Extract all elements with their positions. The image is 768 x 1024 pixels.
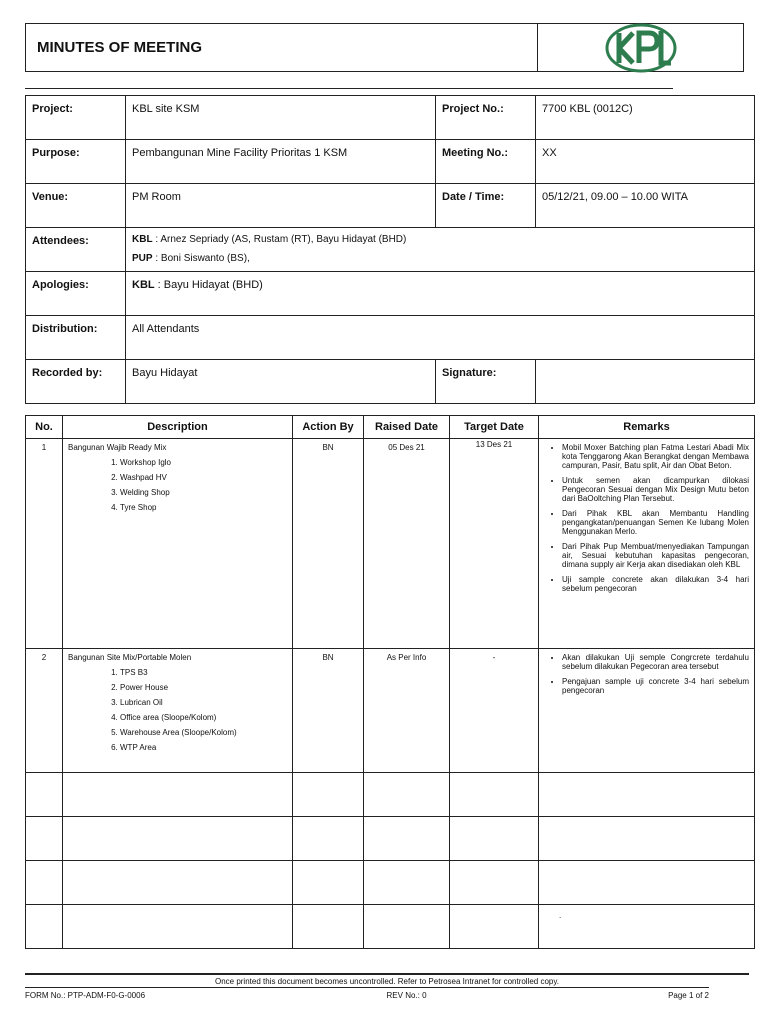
stray-dot: . (539, 905, 755, 949)
col-raised-date: Raised Date (364, 416, 450, 439)
list-item: 2. Washpad HV (120, 473, 287, 482)
row-remarks (539, 439, 755, 649)
distribution-value: All Attendants (126, 316, 755, 360)
list-item: 6. WTP Area (120, 743, 287, 752)
uncontrolled-copy-note: Once printed this document becomes uncontrolled. Refer to Petrosea Intranet for controlled copy. (25, 973, 749, 986)
company-logo (538, 24, 743, 71)
list-item: 1. Workshop Iglo (120, 458, 287, 467)
project-no-label: Project No.: (436, 96, 536, 140)
meeting-no-label: Meeting No.: (436, 140, 536, 184)
table-row-empty (26, 773, 755, 817)
description-list (68, 668, 287, 752)
signature-field (536, 360, 755, 404)
table-row-empty (26, 817, 755, 861)
recorded-by-label: Recorded by: (26, 360, 126, 404)
attendees-value: KBL : Arnez Sepriady (AS, Rustam (RT), Bayu Hidayat (BHD) PUP : Boni Siswanto (BS), (126, 228, 755, 272)
list-item: • Untuk semen akan dicampurkan dilokasi Pengecoran Sesuai dengan Mix Design Mutu beton dari BaOoltching Plan Tersebut. (562, 476, 749, 503)
meeting-no-value: XX (536, 140, 755, 184)
page-footer (25, 987, 709, 1000)
project-label: Project: (26, 96, 126, 140)
row-description-title: Bangunan Wajib Ready Mix (68, 443, 167, 452)
datetime-label: Date / Time: (436, 184, 536, 228)
row-no: 2 (26, 649, 63, 773)
datetime-value: 05/12/21, 09.00 – 10.00 WITA (536, 184, 755, 228)
document-title: MINUTES OF MEETING (26, 24, 538, 71)
row-action-by: BN (293, 649, 364, 773)
distribution-label: Distribution: (26, 316, 126, 360)
apologies-value: KBL : Bayu Hidayat (BHD) (126, 272, 755, 316)
kpl-logo-icon (605, 23, 677, 73)
document-header (25, 23, 744, 72)
row-remarks (539, 649, 755, 773)
meeting-info-table (25, 95, 755, 404)
venue-label: Venue: (26, 184, 126, 228)
row-raised-date: As Per Info (364, 649, 450, 773)
remarks-list (544, 443, 749, 593)
list-item: • Akan dilakukan Uji semple Congrcrete terdahulu sebelum dilakukan Pegecoran area tersebut (562, 653, 749, 671)
col-target-date: Target Date (450, 416, 539, 439)
recorded-by-value: Bayu Hidayat (126, 360, 436, 404)
row-target-date: 13 Des 21 (450, 439, 539, 649)
list-item: 1. TPS B3 (120, 668, 287, 677)
row-no: 1 (26, 439, 63, 649)
list-item: 4. Tyre Shop (120, 503, 287, 512)
action-items-table (25, 415, 755, 949)
signature-label: Signature: (436, 360, 536, 404)
list-item: • Mobil Moxer Batching plan Fatma Lestari Abadi Mix kota Tenggarong Akan Berangkat dengan Membawa campuran, Pasir, Batu split, Air dan Obat Beton. (562, 443, 749, 470)
project-no-value: 7700 KBL (0012C) (536, 96, 755, 140)
col-no: No. (26, 416, 63, 439)
remarks-list (544, 653, 749, 695)
list-item: • Uji sample concrete akan dilakukan 3-4 hari sebelum pengecoran (562, 575, 749, 593)
list-item: • Dari Pihak Pup Membuat/menyediakan Tampungan air, Sesuai kebutuhan kapasitas pengecoran, dimana supply air Kerja akan disediakan oleh KBL (562, 542, 749, 569)
row-raised-date: 05 Des 21 (364, 439, 450, 649)
page-number: Page 1 of 2 (668, 991, 709, 1000)
venue-value: PM Room (126, 184, 436, 228)
header-divider (25, 88, 673, 89)
list-item: 2. Power House (120, 683, 287, 692)
col-remarks: Remarks (539, 416, 755, 439)
revision-number: REV No.: 0 (386, 991, 427, 1000)
form-number: FORM No.: PTP-ADM-F0-G-0006 (25, 991, 146, 1000)
purpose-value: Pembangunan Mine Facility Prioritas 1 KSM (126, 140, 436, 184)
description-list (68, 458, 287, 512)
list-item: • Pengajuan sample uji concrete 3-4 hari sebelum pengecoran (562, 677, 749, 695)
project-value: KBL site KSM (126, 96, 436, 140)
list-item: 4. Office area (Sloope/Kolom) (120, 713, 287, 722)
col-description: Description (63, 416, 293, 439)
row-target-date: - (450, 649, 539, 773)
list-item: • Dari Pihak KBL akan Membantu Handling pengangkatan/penuangan Semen Ke lubang Molen Menggunakan Merlo. (562, 509, 749, 536)
list-item: 3. Welding Shop (120, 488, 287, 497)
list-item: 3. Lubrican Oil (120, 698, 287, 707)
col-action-by: Action By (293, 416, 364, 439)
table-header-row (26, 416, 755, 439)
purpose-label: Purpose: (26, 140, 126, 184)
table-row-empty (26, 861, 755, 905)
apologies-label: Apologies: (26, 272, 126, 316)
row-description (63, 439, 293, 649)
attendees-label: Attendees: (26, 228, 126, 272)
table-row (26, 439, 755, 649)
row-action-by: BN (293, 439, 364, 649)
table-row-empty (26, 905, 755, 949)
row-description-title: Bangunan Site Mix/Portable Molen (68, 653, 192, 662)
list-item: 5. Warehouse Area (Sloope/Kolom) (120, 728, 287, 737)
table-row (26, 649, 755, 773)
row-description (63, 649, 293, 773)
